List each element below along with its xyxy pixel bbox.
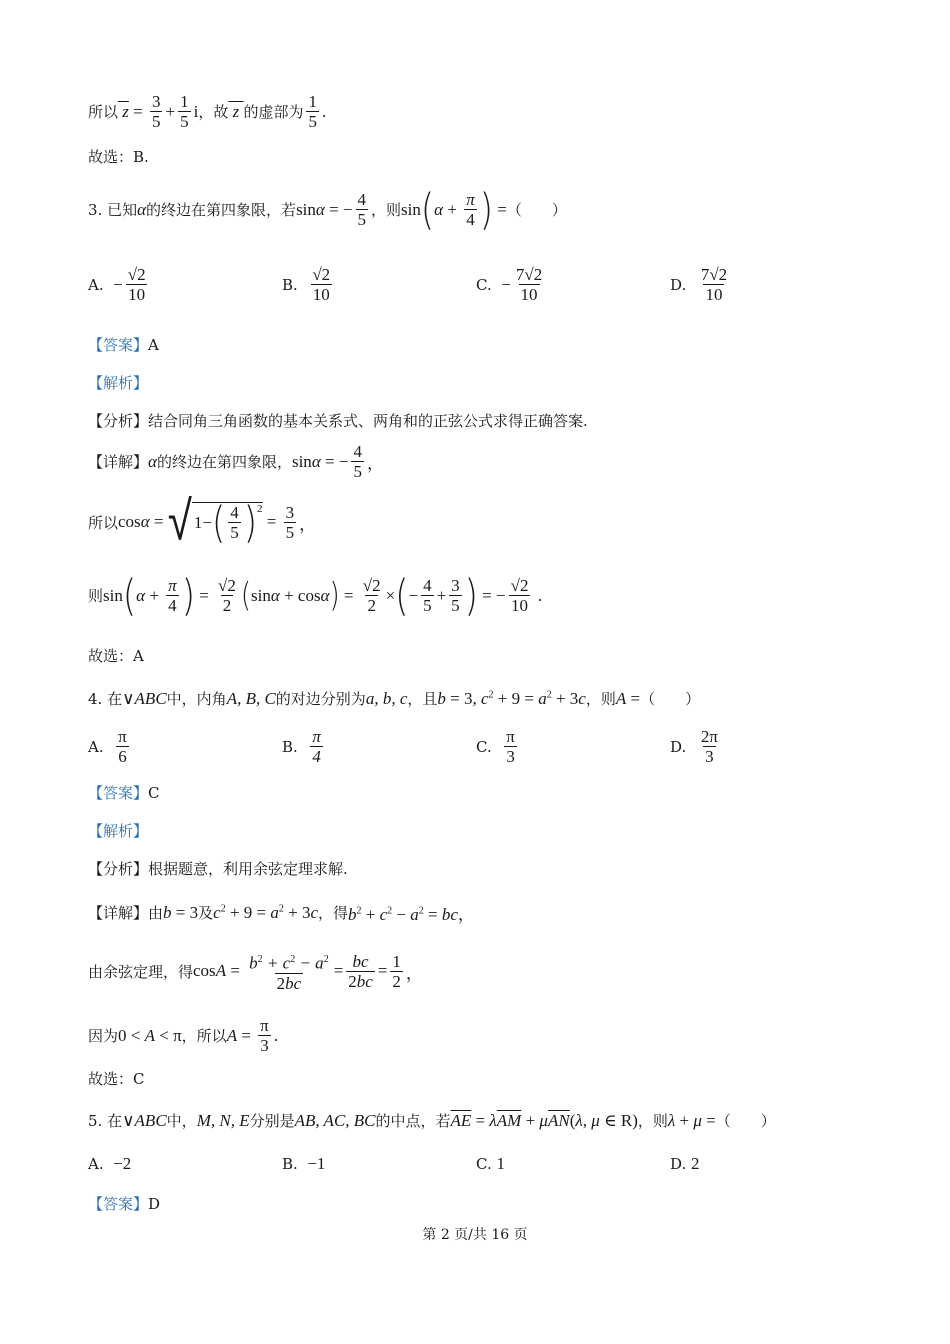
math: i	[193, 101, 199, 121]
detail-tag: 【详解】	[88, 904, 149, 922]
text: 的终边在第四象限，	[156, 453, 292, 471]
text: 所以	[88, 513, 119, 532]
math: sinα = −	[296, 199, 353, 219]
text: .	[321, 101, 327, 121]
analysis-tag: 【解析】	[88, 822, 149, 840]
option-a	[88, 265, 151, 304]
denominator: 4	[312, 747, 321, 766]
option-label: C.	[476, 737, 492, 756]
analysis-heading	[88, 820, 148, 841]
answer-tag: 【答案】	[88, 784, 149, 802]
fraction	[699, 265, 729, 304]
math: a, b, c	[365, 688, 408, 708]
option-label: B.	[282, 737, 298, 756]
analysis-tag: 【解析】	[88, 374, 149, 392]
math: cosα =	[118, 512, 168, 531]
paren: (	[420, 184, 435, 235]
numerator: √2	[312, 265, 331, 284]
text: ，故	[198, 103, 229, 121]
math: ，	[366, 454, 384, 473]
denominator: 3	[506, 747, 515, 766]
option-label: A.	[88, 737, 104, 756]
option-label: D.	[670, 275, 687, 294]
denominator: 10	[520, 285, 538, 304]
text: 的虚部为	[243, 103, 304, 121]
option-c	[476, 1154, 505, 1174]
question-4: 4. 在 ∨ABC 中，内角 A, B, C 的对边分别为 a, b, c ，且 b = 3, $c^2 + 9 = a^2 + 3c$ ，则 A = （ ）	[88, 688, 701, 708]
math: A, B, C	[226, 688, 276, 708]
option-b	[282, 727, 326, 766]
text: 的中点，若	[375, 1112, 451, 1130]
fenxi-line	[88, 858, 348, 879]
math: =	[128, 101, 147, 121]
denominator: 10	[128, 285, 146, 304]
choose-c	[88, 1068, 144, 1089]
question-number: 3.	[88, 200, 103, 219]
fenxi-text: 结合同角三角函数的基本关系式、两角和的正弦公式求得正确答案.	[148, 412, 588, 430]
fenxi-tag: 【分析】	[88, 412, 149, 430]
option-label: C.	[476, 275, 492, 294]
math: A	[615, 688, 627, 708]
option-label: C.	[476, 1155, 492, 1173]
analysis-heading	[88, 372, 148, 393]
text: 由	[148, 904, 164, 922]
detail-line	[88, 442, 384, 481]
cosine-law-line: 由余弦定理，得 cosA = $\frac{b^2 + c^2 - a^2}{2bc}$ = $\frac{bc}{2bc}$ = $\frac{1}{2}$ ，	[88, 951, 423, 993]
text: ，则	[637, 1112, 668, 1130]
option-value: 2	[691, 1154, 700, 1173]
range-line: 因为 0 < A < π ，所以 A = $\frac{\pi}{3}$ .	[88, 1016, 279, 1055]
answer-line	[88, 334, 159, 355]
answer-tag: 【答案】	[88, 336, 149, 354]
text: 故选：B.	[88, 148, 149, 166]
blank-paren: （ ）	[506, 201, 567, 219]
choose-a	[88, 645, 144, 666]
question-number: 4.	[88, 689, 103, 708]
fenxi-tag: 【分析】	[88, 860, 149, 878]
question-number: 5.	[88, 1111, 103, 1130]
text: ，则	[371, 201, 402, 219]
text: ，得	[318, 904, 349, 922]
text: 故选：C	[88, 1070, 145, 1088]
math: z	[118, 101, 129, 121]
denominator: 6	[118, 747, 127, 766]
text: 因为	[88, 1027, 119, 1045]
detail-line: 【详解】 由 b = 3 及 $c^2 + 9 = a^2 + 3c$ ，得 $b^2 + c^2 - a^2$ = bc，	[88, 902, 475, 924]
detail-tag: 【详解】	[88, 453, 149, 471]
page-footer: 第 2 页/共 16 页	[422, 1227, 528, 1243]
text: 在	[107, 690, 123, 708]
answer-line	[88, 1193, 160, 1214]
fraction: $\frac{1}{5}$	[180, 92, 189, 131]
option-b	[282, 265, 335, 304]
answer-value: A	[148, 335, 159, 354]
math: sinα = −	[291, 451, 349, 471]
fraction	[310, 265, 332, 304]
math: =	[492, 199, 507, 219]
text: 所以	[88, 103, 119, 121]
fraction	[126, 265, 148, 304]
text: 故选：A	[88, 647, 144, 665]
option-label: B.	[282, 275, 298, 294]
numerator: 2π	[700, 727, 718, 746]
option-a	[88, 727, 132, 766]
option-label: D.	[670, 737, 687, 756]
answer-value: D	[148, 1194, 161, 1213]
text: 的终边在第四象限，若	[146, 201, 297, 219]
question-3: 3. 已知 α 的终边在第四象限，若 sinα = − $\frac{4}{5}$ ，则 sin ( α + $\frac{\pi}{4}$ ) = （ ）	[88, 184, 567, 235]
text: 由余弦定理，得	[88, 962, 194, 981]
answer-value: C	[148, 783, 160, 802]
blank-paren: （ ）	[640, 690, 701, 708]
fraction: 1 5	[308, 92, 317, 131]
fenxi-line	[88, 410, 588, 431]
text: 已知	[107, 201, 138, 219]
numerator: π	[118, 727, 127, 746]
option-a	[88, 1154, 131, 1174]
option-d	[670, 727, 723, 766]
math: b = 3, $c^2 + 9 = a^2 + 3c$	[437, 688, 586, 708]
fraction: $\frac{4}{5}$	[357, 190, 367, 229]
fraction: $\frac{4}{5}$	[353, 442, 362, 481]
math: α	[137, 199, 147, 219]
text: 则	[88, 587, 104, 605]
paren: )	[479, 184, 493, 235]
text: 在	[107, 1112, 123, 1130]
option-d	[670, 265, 732, 304]
text: ，则	[585, 690, 616, 708]
sign: −	[501, 274, 511, 294]
text: 中，	[166, 1112, 197, 1130]
denominator: 10	[705, 285, 723, 304]
fenxi-text: 根据题意，利用余弦定理求解.	[148, 860, 348, 878]
answer-tag: 【答案】	[88, 1195, 149, 1213]
math: z	[228, 101, 244, 121]
math: α	[434, 199, 444, 219]
numerator: 7√2	[700, 265, 728, 284]
text: 的对边分别为	[275, 690, 366, 708]
choose-b	[88, 146, 149, 167]
option-label: B.	[282, 1155, 298, 1173]
option-b	[282, 1154, 325, 1174]
option-label: A.	[88, 1155, 104, 1173]
option-value: −1	[307, 1154, 326, 1173]
text: 分别是	[249, 1112, 295, 1130]
fraction: $\frac{3}{5}$	[285, 502, 295, 542]
math: ∨ABC	[122, 688, 167, 708]
fraction: $\frac{\pi}{4}$	[466, 190, 475, 229]
line-conjugate	[88, 92, 326, 131]
answer-line	[88, 782, 160, 803]
sign: −	[113, 274, 123, 294]
text: 中，内角	[166, 690, 227, 708]
text: 及	[198, 904, 214, 922]
text: ，且	[407, 690, 438, 708]
blank-paren: （ ）	[715, 1112, 776, 1130]
option-label: D.	[670, 1155, 687, 1173]
sin-expand-line: 则 sin ( α + $\frac{\pi}{4}$ ) = $\frac{√2}{2}$ ( sinα + cosα ) = $\frac{√2}{2}$ × ( − $\frac{4}{5}$ + $\frac{3}{5}$ ) = − $\frac{√2}{10}$ .	[88, 570, 542, 621]
option-d	[670, 1154, 700, 1174]
option-c	[476, 265, 547, 304]
math: sin	[401, 199, 421, 219]
text: ，所以	[181, 1027, 227, 1045]
question-5: 5. 在 ∨ABC 中， M, N, E 分别是 AB, AC, BC 的中点，若 $\overline{AE} = \lambda\overline{AM} + \mu\overline{AN}$ (λ, μ ∈ R) ，则 λ + μ = （ ）	[88, 1110, 776, 1130]
numerator: π	[312, 727, 321, 746]
fraction	[514, 265, 544, 304]
option-c	[476, 727, 520, 766]
numerator: √2	[127, 265, 146, 284]
option-value: −2	[113, 1154, 132, 1173]
option-label: A.	[88, 275, 104, 294]
numerator: 7√2	[515, 265, 543, 284]
fraction: $\frac{3}{5}$	[151, 92, 161, 131]
denominator: 3	[705, 747, 714, 766]
math: α	[148, 451, 157, 471]
numerator: π	[506, 727, 515, 746]
denominator: 10	[312, 285, 330, 304]
option-value: 1	[496, 1154, 505, 1173]
cos-line: 所以 cosα = √ 1− ( 4 5 ) $^2$ = $\frac{3}{5}$ ，	[88, 489, 317, 554]
sqrt: √ 1− ( 4 5 ) $^2$	[167, 489, 263, 554]
math: +	[165, 101, 176, 121]
